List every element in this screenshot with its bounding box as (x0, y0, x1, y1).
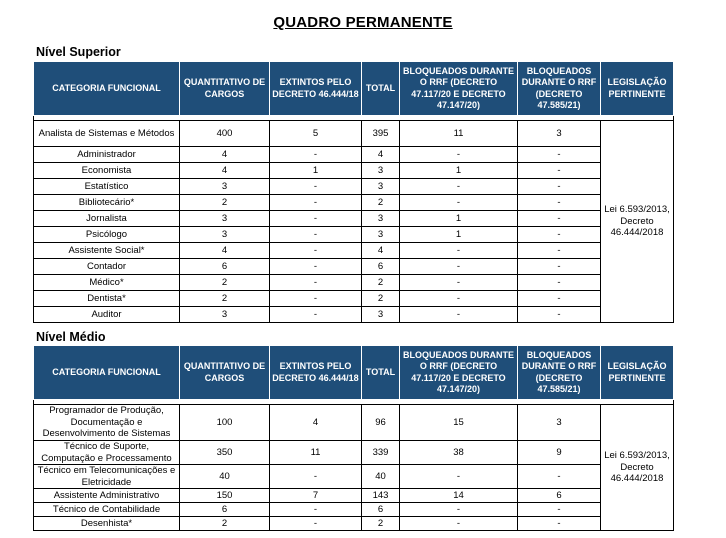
cell-quantitativo: 2 (180, 195, 270, 211)
cell-bloq-rrf: - (400, 195, 518, 211)
cell-legislacao: Lei 6.593/2013, Decreto 46.444/2018 (601, 121, 674, 323)
cell-quantitativo: 6 (180, 503, 270, 517)
header-total: TOTAL (362, 346, 400, 400)
table-row (34, 489, 674, 503)
table-row (34, 307, 674, 323)
cell-bloq-rrf: - (400, 465, 518, 489)
cell-extintos: - (270, 211, 362, 227)
cell-categoria: Dentista* (34, 291, 180, 307)
table-nivel-superior (33, 61, 674, 323)
cell-bloq-dec: - (518, 291, 601, 307)
cell-extintos: 11 (270, 441, 362, 465)
cell-bloq-dec: - (518, 195, 601, 211)
cell-bloq-dec: - (518, 275, 601, 291)
cell-extintos: 4 (270, 405, 362, 441)
cell-extintos: - (270, 307, 362, 323)
cell-total: 3 (362, 179, 400, 195)
header-extintos: EXTINTOS PELO DECRETO 46.444/18 (270, 346, 362, 400)
cell-bloq-rrf: - (400, 517, 518, 531)
table-row (34, 163, 674, 179)
cell-categoria: Técnico de Suporte, Computação e Processamento (34, 441, 180, 465)
cell-legislacao: Lei 6.593/2013, Decreto 46.444/2018 (601, 405, 674, 531)
section-title-medio: Nível Médio (36, 330, 106, 344)
cell-bloq-rrf: - (400, 259, 518, 275)
cell-bloq-rrf: - (400, 275, 518, 291)
cell-bloq-dec: - (518, 179, 601, 195)
cell-extintos: - (270, 259, 362, 275)
cell-bloq-rrf: - (400, 503, 518, 517)
cell-total: 2 (362, 291, 400, 307)
table-row (34, 517, 674, 531)
cell-total: 2 (362, 275, 400, 291)
cell-quantitativo: 3 (180, 307, 270, 323)
cell-extintos: 1 (270, 163, 362, 179)
cell-categoria: Médico* (34, 275, 180, 291)
cell-quantitativo: 350 (180, 441, 270, 465)
cell-bloq-rrf: 38 (400, 441, 518, 465)
cell-quantitativo: 2 (180, 275, 270, 291)
cell-categoria: Técnico em Telecomunicações e Eletricidade (34, 465, 180, 489)
header-categoria: CATEGORIA FUNCIONAL (34, 62, 180, 116)
cell-categoria: Psicólogo (34, 227, 180, 243)
cell-bloq-rrf: 15 (400, 405, 518, 441)
header-quantitativo: QUANTITATIVO DE CARGOS (180, 346, 270, 400)
cell-extintos: - (270, 503, 362, 517)
cell-bloq-dec: - (518, 517, 601, 531)
cell-total: 2 (362, 195, 400, 211)
table-row (34, 465, 674, 489)
cell-total: 3 (362, 211, 400, 227)
cell-bloq-dec: - (518, 163, 601, 179)
cell-categoria: Desenhista* (34, 517, 180, 531)
table-row (34, 441, 674, 465)
cell-quantitativo: 2 (180, 517, 270, 531)
table-row (34, 405, 674, 441)
cell-total: 3 (362, 163, 400, 179)
cell-bloq-dec: - (518, 465, 601, 489)
cell-bloq-dec: - (518, 211, 601, 227)
table-row (34, 259, 674, 275)
cell-categoria: Jornalista (34, 211, 180, 227)
cell-extintos: - (270, 291, 362, 307)
table-row (34, 227, 674, 243)
header-categoria: CATEGORIA FUNCIONAL (34, 346, 180, 400)
cell-total: 6 (362, 259, 400, 275)
table-row (34, 179, 674, 195)
cell-extintos: - (270, 517, 362, 531)
cell-bloq-rrf: - (400, 291, 518, 307)
cell-bloq-dec: - (518, 503, 601, 517)
cell-categoria: Programador de Produção, Documentação e Desenvolvimento de Sistemas (34, 405, 180, 441)
header-bloqueados-rrf: BLOQUEADOS DURANTE O RRF (DECRETO 47.117/20 E DECRETO 47.147/20) (400, 346, 518, 400)
table-row (34, 243, 674, 259)
cell-bloq-dec: 6 (518, 489, 601, 503)
cell-quantitativo: 2 (180, 291, 270, 307)
cell-bloq-rrf: - (400, 307, 518, 323)
cell-total: 96 (362, 405, 400, 441)
cell-bloq-dec: - (518, 243, 601, 259)
cell-extintos: - (270, 179, 362, 195)
cell-bloq-rrf: 14 (400, 489, 518, 503)
cell-bloq-rrf: 1 (400, 211, 518, 227)
cell-bloq-rrf: - (400, 243, 518, 259)
page-title: QUADRO PERMANENTE (273, 14, 453, 31)
header-total: TOTAL (362, 62, 400, 116)
cell-categoria: Contador (34, 259, 180, 275)
cell-categoria: Administrador (34, 147, 180, 163)
cell-categoria: Assistente Administrativo (34, 489, 180, 503)
header-quantitativo: QUANTITATIVO DE CARGOS (180, 62, 270, 116)
cell-bloq-dec: - (518, 259, 601, 275)
cell-bloq-rrf: - (400, 179, 518, 195)
cell-quantitativo: 100 (180, 405, 270, 441)
cell-quantitativo: 3 (180, 179, 270, 195)
cell-quantitativo: 6 (180, 259, 270, 275)
cell-categoria: Técnico de Contabilidade (34, 503, 180, 517)
header-bloqueados-rrf: BLOQUEADOS DURANTE O RRF (DECRETO 47.117/20 E DECRETO 47.147/20) (400, 62, 518, 116)
cell-bloq-rrf: 1 (400, 163, 518, 179)
cell-extintos: - (270, 195, 362, 211)
cell-quantitativo: 4 (180, 243, 270, 259)
cell-bloq-rrf: 11 (400, 121, 518, 147)
cell-categoria: Analista de Sistemas e Métodos (34, 121, 180, 147)
table-row (34, 275, 674, 291)
cell-extintos: - (270, 465, 362, 489)
cell-bloq-rrf: 1 (400, 227, 518, 243)
cell-total: 6 (362, 503, 400, 517)
header-bloqueados-decreto: BLOQUEADOS DURANTE O RRF (DECRETO 47.585/21) (518, 346, 601, 400)
table-row (34, 121, 674, 147)
table-row (34, 211, 674, 227)
cell-quantitativo: 3 (180, 211, 270, 227)
cell-categoria: Assistente Social* (34, 243, 180, 259)
cell-total: 3 (362, 307, 400, 323)
cell-bloq-dec: - (518, 307, 601, 323)
cell-quantitativo: 4 (180, 147, 270, 163)
cell-total: 40 (362, 465, 400, 489)
table-row (34, 195, 674, 211)
cell-extintos: 7 (270, 489, 362, 503)
cell-quantitativo: 400 (180, 121, 270, 147)
cell-total: 3 (362, 227, 400, 243)
cell-categoria: Auditor (34, 307, 180, 323)
table-row (34, 503, 674, 517)
cell-total: 4 (362, 243, 400, 259)
cell-categoria: Bibliotecário* (34, 195, 180, 211)
table-row (34, 147, 674, 163)
cell-extintos: 5 (270, 121, 362, 147)
cell-bloq-dec: 3 (518, 405, 601, 441)
cell-quantitativo: 40 (180, 465, 270, 489)
cell-extintos: - (270, 147, 362, 163)
cell-extintos: - (270, 275, 362, 291)
cell-bloq-dec: 3 (518, 121, 601, 147)
cell-extintos: - (270, 243, 362, 259)
header-legislacao: LEGISLAÇÃO PERTINENTE (601, 346, 674, 400)
cell-total: 339 (362, 441, 400, 465)
cell-total: 395 (362, 121, 400, 147)
cell-total: 4 (362, 147, 400, 163)
cell-bloq-dec: 9 (518, 441, 601, 465)
section-title-superior: Nível Superior (36, 45, 121, 59)
header-extintos: EXTINTOS PELO DECRETO 46.444/18 (270, 62, 362, 116)
table-nivel-medio (33, 345, 674, 531)
cell-total: 2 (362, 517, 400, 531)
cell-total: 143 (362, 489, 400, 503)
header-legislacao: LEGISLAÇÃO PERTINENTE (601, 62, 674, 116)
cell-quantitativo: 4 (180, 163, 270, 179)
cell-quantitativo: 3 (180, 227, 270, 243)
cell-categoria: Estatístico (34, 179, 180, 195)
header-bloqueados-decreto: BLOQUEADOS DURANTE O RRF (DECRETO 47.585/21) (518, 62, 601, 116)
cell-bloq-rrf: - (400, 147, 518, 163)
cell-categoria: Economista (34, 163, 180, 179)
cell-extintos: - (270, 227, 362, 243)
cell-bloq-dec: - (518, 147, 601, 163)
cell-bloq-dec: - (518, 227, 601, 243)
cell-quantitativo: 150 (180, 489, 270, 503)
table-row (34, 291, 674, 307)
